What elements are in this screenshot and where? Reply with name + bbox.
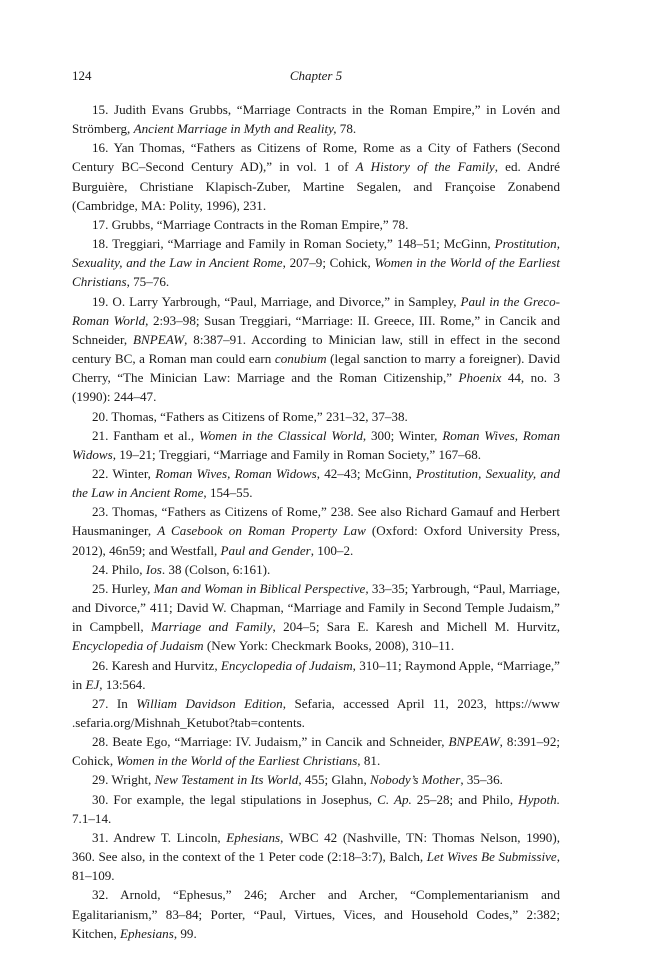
endnote-text: (Oxford: Oxford University Press, 2012), 46n59; and Westfall, <box>72 523 560 558</box>
endnote-text: , 2:93–98; Susan Treggiari, “Marriage: II. Greece, III. Rome,” in Cancik and Schneider, <box>72 312 560 347</box>
endnote <box>72 885 560 942</box>
endnote-italic-title: Prostitution, Sexuality, and the Law in Ancient Rome <box>72 465 560 501</box>
endnote-italic-title: Ios <box>145 561 162 577</box>
endnote-text: Judith Evans Grubbs, “Marriage Contracts in the Roman Empire,” in Lovén and Strömberg, <box>72 102 560 137</box>
endnote-number: 25. <box>92 580 109 596</box>
endnote-text: For example, the legal stipulations in Josephus, <box>108 791 378 807</box>
endnote <box>72 828 560 885</box>
endnote-number: 29. <box>92 772 109 788</box>
endnote <box>72 100 560 138</box>
endnote-italic-title: Marriage and Family <box>150 619 273 635</box>
endnote-text: , 8:387–91. According to Minician law, still in effect in the second century BC, a Roman man could earn <box>72 331 560 367</box>
endnote <box>72 579 560 656</box>
endnote-italic-title: BNPEAW <box>448 734 500 750</box>
endnote-text: Arnold, “Ephesus,” 246; Archer and Archer, “Complementarianism and Egalitarianism,” 83–84; Porter, “Paul, Virtues, Vices, and Household Codes,” 2:382; Kitchen, <box>72 887 560 941</box>
endnote-text: , ed. André Burguière, Christiane Klapisch-Zuber, Martine Segalen, and Françoise Zonabend (Cambridge, MA: Polity, 1996), 231. <box>72 159 560 213</box>
endnote-italic-title: A History of the Family <box>355 159 495 175</box>
endnote-number: 26. <box>92 657 109 673</box>
endnote-text: , 300; Winter, <box>362 427 443 443</box>
endnote-text: 25–28; and Philo, <box>411 791 519 807</box>
endnote-text: Grubbs, “Marriage Contracts in the Roman Empire,” 78. <box>108 216 409 232</box>
endnote-italic-title: conubium <box>274 351 327 367</box>
endnote <box>72 464 560 502</box>
endnote-italic-title: Man and Woman in Biblical Perspective, <box>153 580 369 596</box>
endnote <box>72 694 560 732</box>
endnote-italic-title: William Davidson Edition <box>136 695 283 711</box>
endnote <box>72 234 560 291</box>
endnote-text: In <box>108 695 137 711</box>
endnote-text: , 154–55. <box>203 485 253 501</box>
endnote-text: (legal sanction to marry a foreigner). David Cherry, “The Minician Law: Marriage and the Roman Citizenship,” <box>72 351 560 386</box>
endnote <box>72 656 560 694</box>
endnote-text: , 100–2. <box>310 542 354 558</box>
endnote-text: Wright, <box>108 772 155 788</box>
endnote <box>72 138 560 215</box>
endnote-italic-title: C. Ap. <box>377 791 412 807</box>
endnote-italic-title: Roman Wives, Roman Widows, <box>72 427 560 462</box>
endnote-italic-title: Hypoth. <box>518 791 560 807</box>
endnote-text: , 81. <box>357 753 381 769</box>
endnote <box>72 215 560 234</box>
endnote-text: , 8:391–92; Cohick, <box>72 734 560 769</box>
endnote-italic-title: Ephesians <box>226 829 281 845</box>
endnote-text: 33–35; Yarbrough, “Paul, Marriage, and Divorce,” 411; David W. Chapman, “Marriage and Family in Second Temple Judaism,” in Campbell, <box>72 580 560 635</box>
endnote-text: , 204–5; Sara E. Karesh and Michell M. Hurvitz, <box>272 619 561 635</box>
endnote-number: 32. <box>92 887 109 903</box>
endnote-text: Philo, <box>108 561 146 577</box>
endnote-text: O. Larry Yarbrough, “Paul, Marriage, and Divorce,” in Sampley, <box>108 293 461 309</box>
endnote-number: 20. <box>92 408 109 424</box>
endnote-number: 22. <box>92 465 109 481</box>
endnote-text: Thomas, “Fathers as Citizens of Rome,” 238. See also Richard Gamauf and Herbert Hausmaninger, <box>72 504 560 539</box>
endnote-text: . 38 (Colson, 6:161). <box>161 561 271 577</box>
endnote-number: 28. <box>92 734 109 750</box>
endnote-number: 31. <box>92 829 109 845</box>
endnote <box>72 770 560 789</box>
endnote-text: , 207–9; Cohick, <box>282 255 375 271</box>
page-number: 124 <box>72 68 92 83</box>
endnote-text: , 75–76. <box>126 274 170 290</box>
endnote-text: , 81–109. <box>72 849 560 884</box>
endnote-italic-title: New Testament in Its World, <box>154 772 302 788</box>
endnote-italic-title: Women in the Classical World <box>199 427 363 443</box>
endnote-text: Yan Thomas, “Fathers as Citizens of Rome, Rome as a City of Fathers (Second Century BC–Second Century AD),” in vol. 1 of <box>72 140 560 175</box>
endnote-text: 7.1–14. <box>72 810 112 826</box>
endnote-italic-title: Encyclopedia of Judaism <box>220 657 353 673</box>
endnote-italic-title: Roman Wives, Roman Widows <box>155 465 317 481</box>
endnote-number: 21. <box>92 427 109 443</box>
endnote-italic-title: Nobody’s Mother <box>370 772 461 788</box>
endnote-italic-title: Women in the World of the Earliest Christians <box>116 753 358 769</box>
endnote <box>72 732 560 770</box>
endnote <box>72 292 560 407</box>
endnote <box>72 560 560 579</box>
endnote-italic-title: Let Wives Be Submissive <box>426 849 557 865</box>
endnote <box>72 426 560 464</box>
endnote-italic-title: Prostitution, Sexuality, and the Law in Ancient Rome <box>72 236 560 271</box>
endnote-italic-title: Phoenix <box>458 370 502 386</box>
endnote-text: 455; Glahn, <box>301 772 370 788</box>
endnote-italic-title: A Casebook on Roman Property Law <box>157 523 366 539</box>
endnote-number: 16. <box>92 140 109 156</box>
chapter-title: Chapter 5 <box>289 68 343 83</box>
endnote-text: Fantham et al., <box>108 427 199 443</box>
endnote-text: , Sefaria, accessed April 11, 2023, https://www .sefaria.org/Mishnah_Ketubot?tab=contents. <box>72 695 560 730</box>
endnote-text: Karesh and Hurvitz, <box>108 657 221 673</box>
endnote-italic-title: Encyclopedia of Judaism <box>72 638 204 654</box>
endnote <box>72 790 560 828</box>
endnote-number: 19. <box>92 293 109 309</box>
endnote-text: Winter, <box>108 465 156 481</box>
endnote-italic-title: BNPEAW <box>132 331 185 347</box>
endnote-text: (New York: Checkmark Books, 2008), 310–11. <box>203 638 455 654</box>
endnote-number: 17. <box>92 216 109 232</box>
endnote-text: 19–21; Treggiari, “Marriage and Family in Roman Society,” 167–68. <box>116 446 482 462</box>
endnote-text: Beate Ego, “Marriage: IV. Judaism,” in Cancik and Schneider, <box>108 734 449 750</box>
endnote-text: , 13:564. <box>99 676 146 692</box>
running-head <box>72 66 560 86</box>
endnote-text: 44, no. 3 (1990): 244–47. <box>72 370 560 405</box>
endnote-number: 18. <box>92 236 109 252</box>
endnote-italic-title: Ephesians <box>120 925 174 941</box>
endnotes-list <box>72 100 560 943</box>
endnote-text: 78. <box>336 121 357 137</box>
endnote-text: Thomas, “Fathers as Citizens of Rome,” 231–32, 37–38. <box>108 408 408 424</box>
endnote-number: 30. <box>92 791 109 807</box>
endnote-number: 15. <box>92 102 109 117</box>
endnote-italic-title: Women in the World of the Earliest Christians <box>72 255 560 290</box>
endnote-text: , 99. <box>173 925 197 941</box>
endnote <box>72 502 560 559</box>
endnote-italic-title: Paul in the Greco-Roman World <box>72 293 560 328</box>
endnote <box>72 407 560 426</box>
endnote-text: Treggiari, “Marriage and Family in Roman Society,” 148–51; McGinn, <box>108 236 495 252</box>
endnote-text: Hurley, <box>108 580 154 596</box>
endnote-text: , 310–11; Raymond Apple, “Marriage,” in <box>72 657 560 692</box>
endnote-number: 23. <box>92 504 109 520</box>
endnote-text: , 42–43; McGinn, <box>316 465 416 481</box>
endnote-number: 27. <box>92 695 109 711</box>
endnote-italic-title: Ancient Marriage in Myth and Reality, <box>133 121 337 137</box>
endnote-number: 24. <box>92 561 109 577</box>
endnote-italic-title: EJ <box>85 676 100 692</box>
endnote-italic-title: Paul and Gender <box>220 542 311 558</box>
endnote-text: , 35–36. <box>460 772 503 788</box>
book-page <box>72 66 560 943</box>
endnote-text: Andrew T. Lincoln, <box>108 829 227 845</box>
endnote-text: , WBC 42 (Nashville, TN: Thomas Nelson, 1990), 360. See also, in the context of the 1 Peter code (2:18–3:7), Balch, <box>72 829 560 865</box>
